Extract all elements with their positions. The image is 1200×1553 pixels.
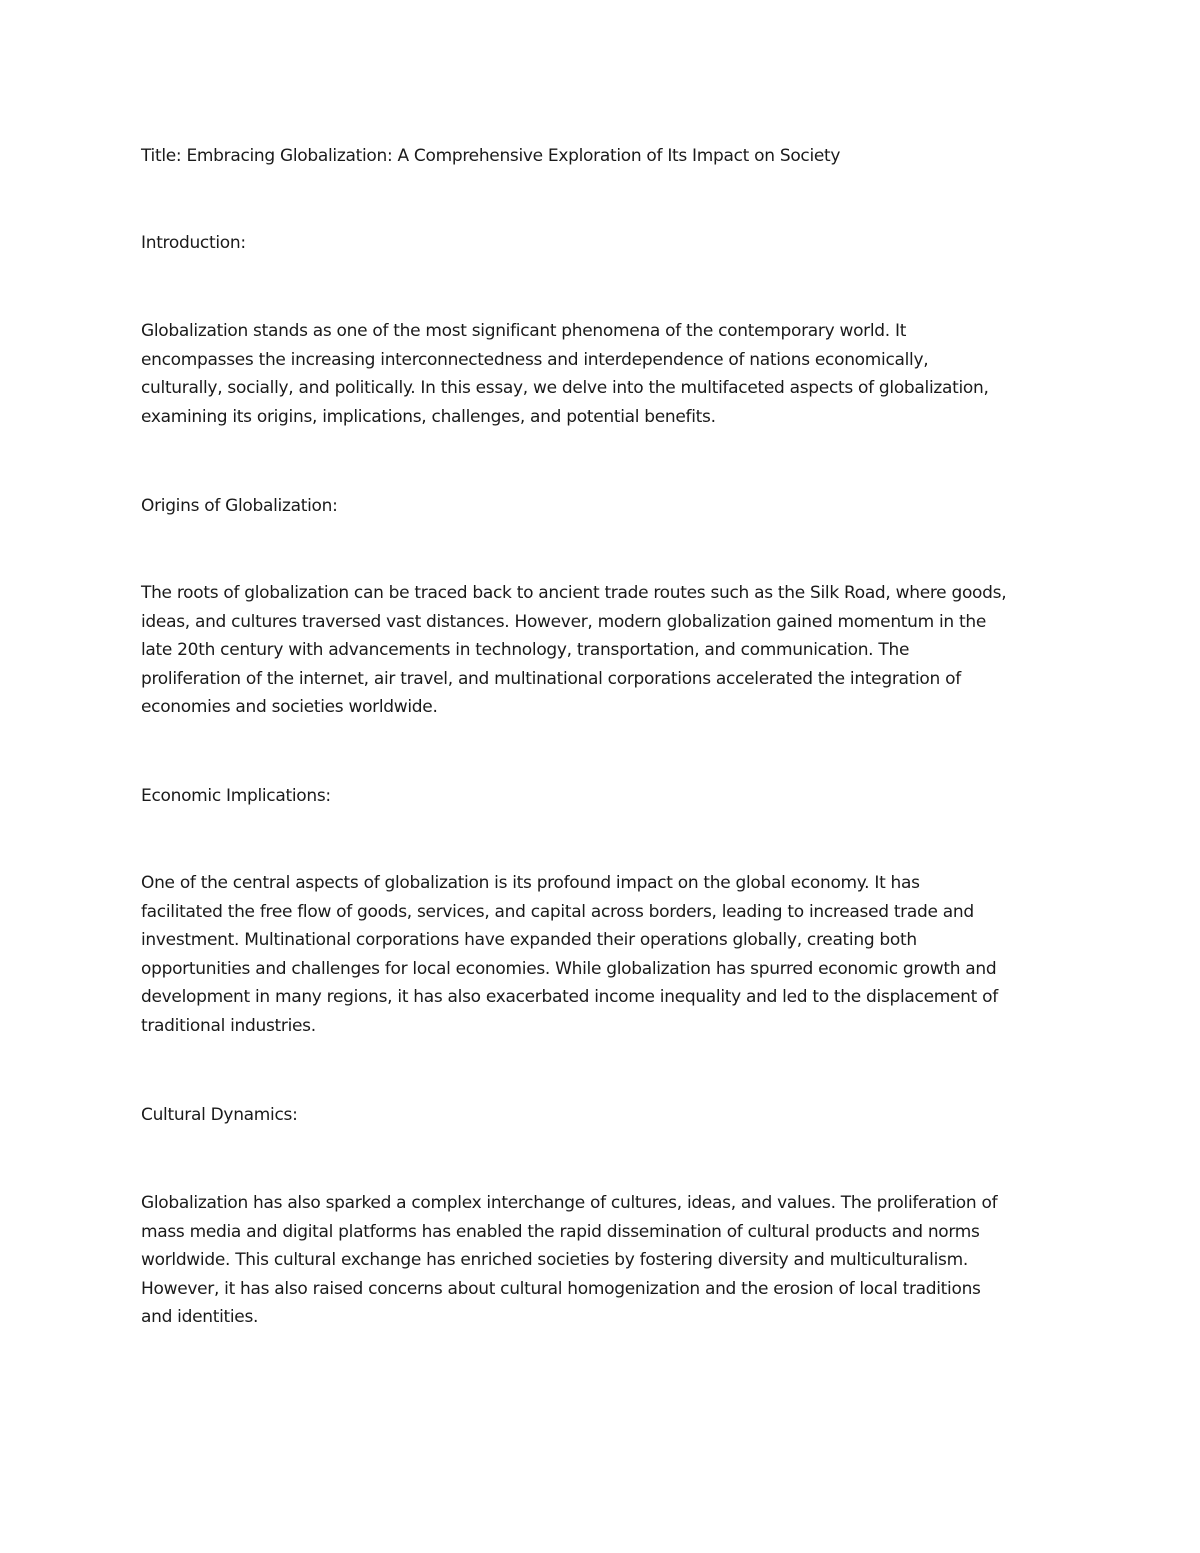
- text-line: ideas, and cultures traversed vast distances. However, modern globalization gained momentum in the: [141, 611, 986, 632]
- text-line: encompasses the increasing interconnectedness and interdependence of nations economically,: [141, 349, 929, 370]
- text-line: traditional industries.: [141, 1015, 316, 1036]
- text-line: mass media and digital platforms has enabled the rapid dissemination of cultural products and norms: [141, 1221, 980, 1242]
- paragraph-origins: [141, 579, 1071, 722]
- text-line: Globalization has also sparked a complex interchange of cultures, ideas, and values. The proliferation of: [141, 1193, 998, 1213]
- text-line: culturally, socially, and politically. In this essay, we delve into the multifaceted aspects of globalization,: [141, 378, 989, 399]
- text-line: proliferation of the internet, air travel, and multinational corporations accelerated the integration of: [141, 668, 961, 689]
- text-line: worldwide. This cultural exchange has enriched societies by fostering diversity and multiculturalism.: [141, 1250, 968, 1271]
- section-heading-introduction: Introduction:: [141, 233, 246, 253]
- text-line: facilitated the free flow of goods, services, and capital across borders, leading to increased trade and: [141, 901, 974, 922]
- text-line: development in many regions, it has also exacerbated income inequality and led to the displacement of: [141, 987, 998, 1008]
- text-line: opportunities and challenges for local economies. While globalization has spurred economic growth and: [141, 958, 997, 979]
- section-heading-origins: Origins of Globalization:: [141, 496, 338, 516]
- text-line: Globalization stands as one of the most significant phenomena of the contemporary world. It: [141, 321, 907, 341]
- text-line: economies and societies worldwide.: [141, 697, 438, 718]
- text-line: The roots of globalization can be traced back to ancient trade routes such as the Silk Road, where goods,: [141, 583, 1007, 603]
- section-heading-economic: Economic Implications:: [141, 786, 331, 806]
- text-line: However, it has also raised concerns about cultural homogenization and the erosion of local traditions: [141, 1278, 981, 1299]
- text-line: and identities.: [141, 1307, 259, 1328]
- text-line: One of the central aspects of globalization is its profound impact on the global economy. It has: [141, 873, 920, 893]
- paragraph-cultural: [141, 1189, 1071, 1332]
- text-line: late 20th century with advancements in technology, transportation, and communication. The: [141, 640, 910, 661]
- paragraph-introduction: [141, 317, 1071, 431]
- document-title: Title: Embracing Globalization: A Comprehensive Exploration of Its Impact on Society: [141, 146, 841, 166]
- paragraph-economic: [141, 869, 1071, 1041]
- text-line: examining its origins, implications, challenges, and potential benefits.: [141, 406, 716, 427]
- text-line: investment. Multinational corporations have expanded their operations globally, creating both: [141, 930, 917, 951]
- section-heading-cultural: Cultural Dynamics:: [141, 1105, 298, 1125]
